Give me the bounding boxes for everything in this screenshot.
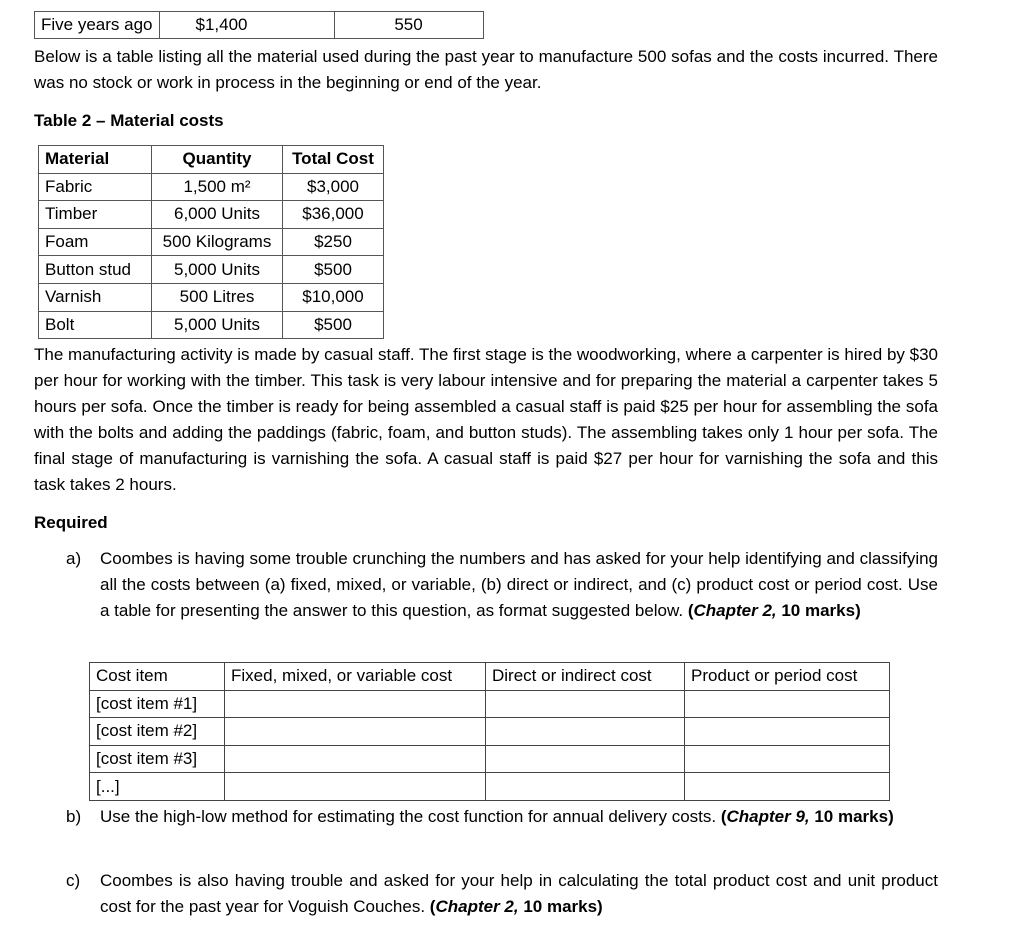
chapter-reference: Chapter 2, — [435, 897, 519, 916]
table-cell — [225, 718, 486, 746]
material-costs-table — [38, 145, 384, 339]
manufacturing-paragraph: The manufacturing activity is made by casual staff. The first stage is the woodworking, where a carpenter is hired by $30 per hour for working with the timber. This task is very labour intensive and for preparing the material a carpenter takes 5 hours per sofa. Once the timber is ready for being assembled a casual staff is paid $25 per hour for assembling the sofa with the bolts and adding the paddings (fabric, foam, and button studs). The assembling takes only 1 hour per sofa. The final stage of manufacturing is varnishing the sofa. A casual staff is paid $27 per hour for varnishing the sofa and this task takes 2 hours. — [34, 345, 938, 494]
table-cell — [685, 745, 890, 773]
table-cell: 500 Litres — [152, 283, 283, 311]
table-row — [90, 690, 890, 718]
question-item-c — [66, 868, 938, 922]
table-cell: [cost item #2] — [90, 718, 225, 746]
column-header: Total Cost — [283, 146, 384, 174]
table-row — [90, 718, 890, 746]
column-header: Product or period cost — [685, 663, 890, 691]
table-cell: Foam — [39, 228, 152, 256]
table-cell — [685, 718, 890, 746]
table-header-row — [90, 663, 890, 691]
chapter-reference: Chapter 2, — [693, 601, 777, 620]
table-cell — [486, 745, 685, 773]
column-header: Quantity — [152, 146, 283, 174]
marks-reference: 10 marks) — [518, 897, 603, 916]
required-heading: Required — [34, 513, 108, 532]
table-cell: Button stud — [39, 256, 152, 284]
table-cell — [486, 690, 685, 718]
table-cell — [225, 773, 486, 801]
column-header: Cost item — [90, 663, 225, 691]
question-body: Use the high-low method for estimating the cost function for annual delivery costs. — [100, 807, 717, 826]
table-cell: Timber — [39, 201, 152, 229]
table-cell: [...] — [90, 773, 225, 801]
list-marker: b) — [66, 807, 82, 826]
table-cell: $10,000 — [283, 283, 384, 311]
table-cell: 5,000 Units — [152, 256, 283, 284]
question-text — [100, 804, 938, 830]
table-row — [39, 173, 384, 201]
table-cell: $500 — [283, 311, 384, 339]
table-cell: [cost item #1] — [90, 690, 225, 718]
table-cell — [225, 745, 486, 773]
list-marker: c) — [66, 871, 81, 890]
intro-paragraph: Below is a table listing all the material used during the past year to manufacture 500 sofas and the costs incurred. There was no stock or work in process in the beginning or end of the year. — [34, 47, 938, 92]
table-cell: Fabric — [39, 173, 152, 201]
table-cell — [685, 773, 890, 801]
table-cell: $1,400 — [159, 12, 334, 39]
table-cell: [cost item #3] — [90, 745, 225, 773]
reference-open: ( — [687, 601, 694, 620]
column-header: Material — [39, 146, 152, 174]
table-cell: $500 — [283, 256, 384, 284]
table-row — [39, 228, 384, 256]
question-item-a — [66, 546, 938, 656]
table-row — [39, 256, 384, 284]
previous-table-fragment — [34, 11, 484, 39]
table-cell: 500 Kilograms — [152, 228, 283, 256]
table-cell: 550 — [334, 12, 483, 39]
table-cell: $36,000 — [283, 201, 384, 229]
table-cell: 1,500 m² — [152, 173, 283, 201]
table-cell: 5,000 Units — [152, 311, 283, 339]
question-text — [100, 868, 938, 920]
table-cell: $3,000 — [283, 173, 384, 201]
table-cell: $250 — [283, 228, 384, 256]
table-row — [39, 283, 384, 311]
question-body: Coombes is also having trouble and asked for your help in calculating the total product cost and unit product cost for the past year for Voguish Couches. — [100, 871, 938, 916]
table-header-row — [39, 146, 384, 174]
table-row — [35, 12, 484, 39]
question-item-b — [66, 804, 938, 858]
question-text — [100, 546, 938, 624]
table-row — [90, 745, 890, 773]
question-body: Coombes is having some trouble crunching the numbers and has asked for your help identifying and classifying all the costs between (a) fixed, mixed, or variable, (b) direct or indirect, and (c) product cost or period cost. Use a table for presenting the answer to this question, as format suggested below. — [100, 549, 938, 620]
table-title: Table 2 – Material costs — [34, 111, 224, 130]
reference-open: ( — [716, 807, 727, 826]
column-header: Fixed, mixed, or variable cost — [225, 663, 486, 691]
table-cell: 6,000 Units — [152, 201, 283, 229]
table-cell: Varnish — [39, 283, 152, 311]
column-header: Direct or indirect cost — [486, 663, 685, 691]
list-marker: a) — [66, 549, 82, 568]
table-cell — [685, 690, 890, 718]
table-cell — [486, 773, 685, 801]
chapter-reference: Chapter 9, — [726, 807, 810, 826]
table-cell — [486, 718, 685, 746]
table-cell — [225, 690, 486, 718]
table-cell: Five years ago — [35, 12, 160, 39]
table-row — [39, 201, 384, 229]
table-row — [90, 773, 890, 801]
reference-open: ( — [425, 897, 436, 916]
cost-classification-table — [89, 662, 890, 801]
marks-reference: 10 marks) — [809, 807, 894, 826]
table-row — [39, 311, 384, 339]
table-cell: Bolt — [39, 311, 152, 339]
marks-reference: 10 marks) — [776, 601, 861, 620]
